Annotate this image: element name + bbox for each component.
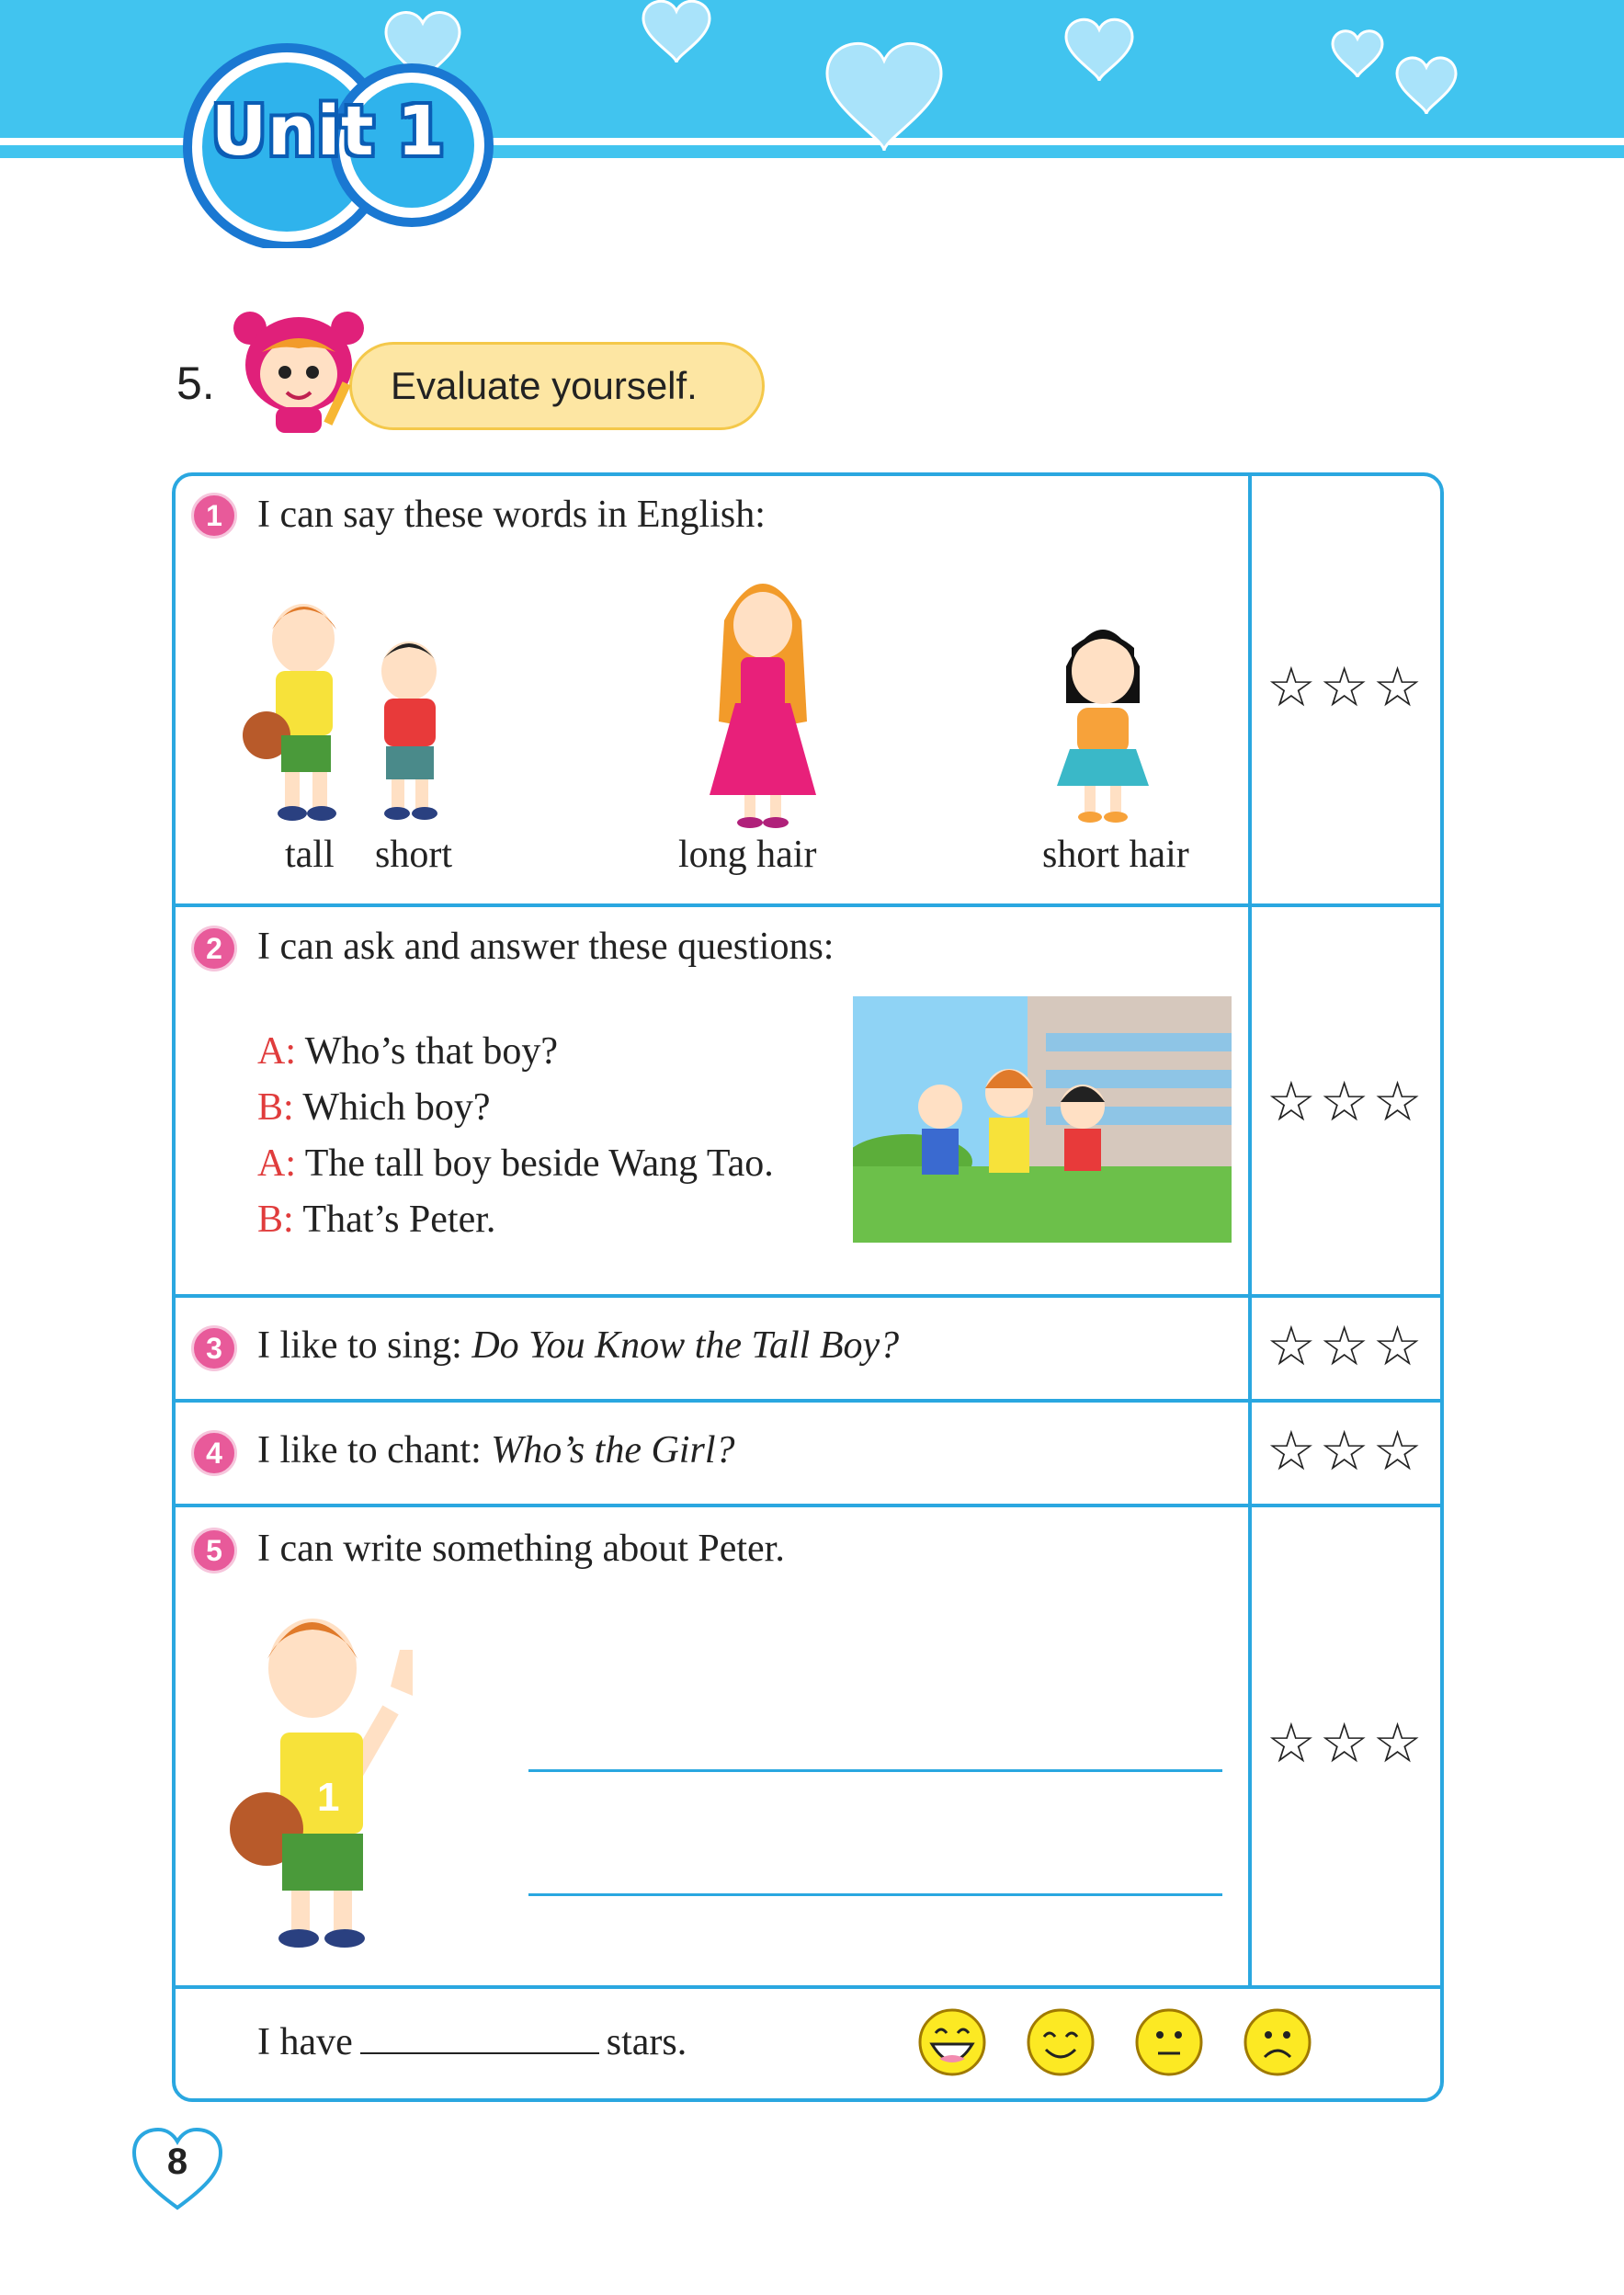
star-rating-1[interactable]: ☆☆☆ <box>1266 655 1426 720</box>
stars-total-line: I have stars. <box>257 2021 687 2063</box>
three-boys-scene-illustration <box>853 996 1232 1243</box>
unit-label: Unit <box>211 92 375 171</box>
row-badge: 2 <box>191 926 237 971</box>
tall-and-short-boys-illustration <box>239 588 487 827</box>
short-hair-girl-illustration <box>1039 602 1167 832</box>
writing-line-2[interactable] <box>528 1893 1222 1896</box>
row-text: I like to sing: Do You Know the Tall Boy? <box>257 1324 900 1367</box>
smiling-face-icon[interactable] <box>1026 2007 1096 2077</box>
row-divider <box>176 1294 1440 1298</box>
row-text: I like to chant: Who’s the Girl? <box>257 1429 735 1471</box>
writing-line-1[interactable] <box>528 1769 1222 1772</box>
peter-basketball-illustration <box>225 1604 437 1953</box>
row-badge: 4 <box>191 1430 237 1476</box>
song-title: Do You Know the Tall Boy? <box>471 1324 900 1367</box>
star-rating-3[interactable]: ☆☆☆ <box>1266 1314 1426 1379</box>
dialogue-line: A: The tall boy beside Wang Tao. <box>257 1142 774 1185</box>
caption-short: short <box>375 834 452 876</box>
unit-number: 1 <box>397 92 445 171</box>
star-rating-2[interactable]: ☆☆☆ <box>1266 1070 1426 1134</box>
page-number: 8 <box>166 2142 188 2182</box>
laughing-face-icon[interactable] <box>917 2007 987 2077</box>
jersey-number: 1 <box>317 1775 340 1820</box>
star-rating-5[interactable]: ☆☆☆ <box>1266 1711 1426 1776</box>
dialogue-line: A: Who’s that boy? <box>257 1030 559 1073</box>
row-text: I can write something about Peter. <box>257 1528 785 1570</box>
stars-column-divider <box>1248 476 1252 1988</box>
long-hair-girl-illustration <box>708 565 818 832</box>
section-number: 5. <box>176 358 215 409</box>
row-divider <box>176 1399 1440 1403</box>
row-badge: 3 <box>191 1325 237 1371</box>
mascot-girl-icon <box>230 308 368 437</box>
row-text: I can say these words in English: <box>257 494 766 536</box>
star-rating-4[interactable]: ☆☆☆ <box>1266 1419 1426 1483</box>
row-divider <box>176 1504 1440 1507</box>
row-badge: 5 <box>191 1528 237 1574</box>
row-divider <box>176 1985 1440 1989</box>
row-text: I can ask and answer these questions: <box>257 926 835 968</box>
row-divider <box>176 903 1440 907</box>
neutral-face-icon[interactable] <box>1134 2007 1204 2077</box>
chant-title: Who’s the Girl? <box>491 1429 735 1471</box>
caption-long-hair: long hair <box>678 834 817 876</box>
stars-total-blank[interactable] <box>360 2021 599 2054</box>
sad-face-icon[interactable] <box>1243 2007 1312 2077</box>
dialogue-line: B: Which boy? <box>257 1086 491 1129</box>
section-title: Evaluate yourself. <box>391 364 698 407</box>
caption-short-hair: short hair <box>1042 834 1189 876</box>
row-badge: 1 <box>191 493 237 539</box>
caption-tall: tall <box>285 834 335 876</box>
dialogue-line: B: That’s Peter. <box>257 1199 496 1241</box>
